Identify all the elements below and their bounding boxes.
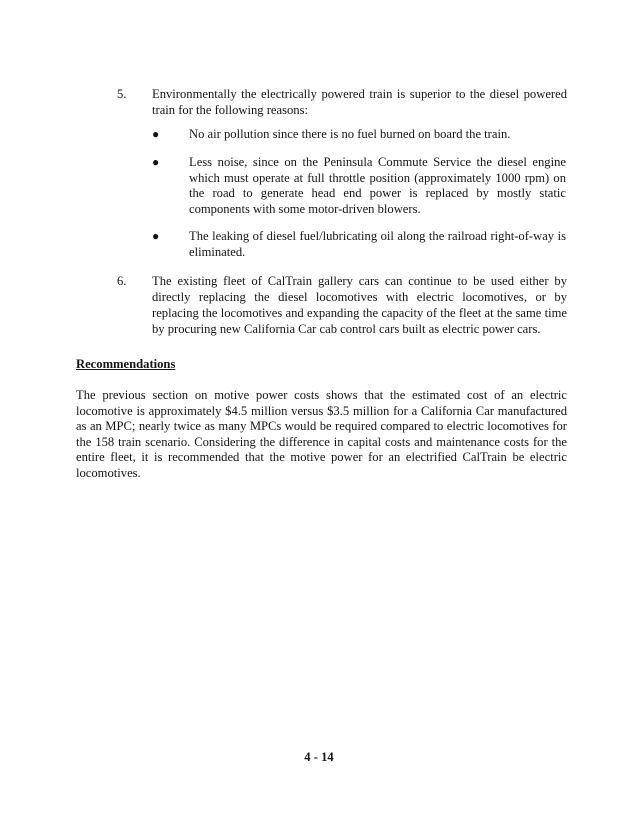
list-item-text: The existing fleet of CalTrain gallery cars can continue to be used either by directly replacing the diesel locomotives with electric locomotives, or by replacing the locomotives and expanding the capacity of the fleet at the same time by procuring new California Car cab control cars built as electric power cars. bbox=[152, 274, 567, 336]
list-item-number: 6. bbox=[117, 274, 127, 288]
list-item-text: Environmentally the electrically powered train is superior to the diesel powered train for the following reasons: bbox=[152, 87, 567, 117]
bullet-item-air-pollution bbox=[152, 127, 566, 143]
list-item-number: 5. bbox=[117, 87, 127, 101]
recommendations-paragraph: The previous section on motive power costs shows that the estimated cost of an electric locomotive is approximately $4.5 million versus $3.5 million for a California Car manufactured as an MPC; nearly twice as many MPCs would be required compared to electric locomotives for the 158 train scenario. Considering the difference in capital costs and maintenance costs for the entire fleet, it is recommended that the motive power for an electrified CalTrain be electric locomotives. bbox=[76, 388, 567, 480]
list-item-5 bbox=[117, 86, 567, 118]
page-number: 4 - 14 bbox=[304, 750, 334, 764]
bullet-text: The leaking of diesel fuel/lubricating oil along the railroad right-of-way is eliminated. bbox=[189, 229, 566, 259]
bullet-text: Less noise, since on the Peninsula Commute Service the diesel engine which must operate at full throttle position (approximately 1000 rpm) on the road to generate head end power is replaced by mostly static components with some motor-driven blowers. bbox=[189, 155, 566, 216]
bullet-icon: ● bbox=[152, 127, 160, 141]
list-item-6 bbox=[117, 273, 567, 337]
section-heading: Recommendations bbox=[76, 357, 176, 371]
bullet-icon: ● bbox=[152, 155, 160, 169]
bullet-item-leaking bbox=[152, 229, 566, 260]
bullet-item-less-noise bbox=[152, 155, 566, 217]
bullet-icon: ● bbox=[152, 229, 160, 243]
bullet-text: No air pollution since there is no fuel burned on board the train. bbox=[189, 127, 511, 141]
